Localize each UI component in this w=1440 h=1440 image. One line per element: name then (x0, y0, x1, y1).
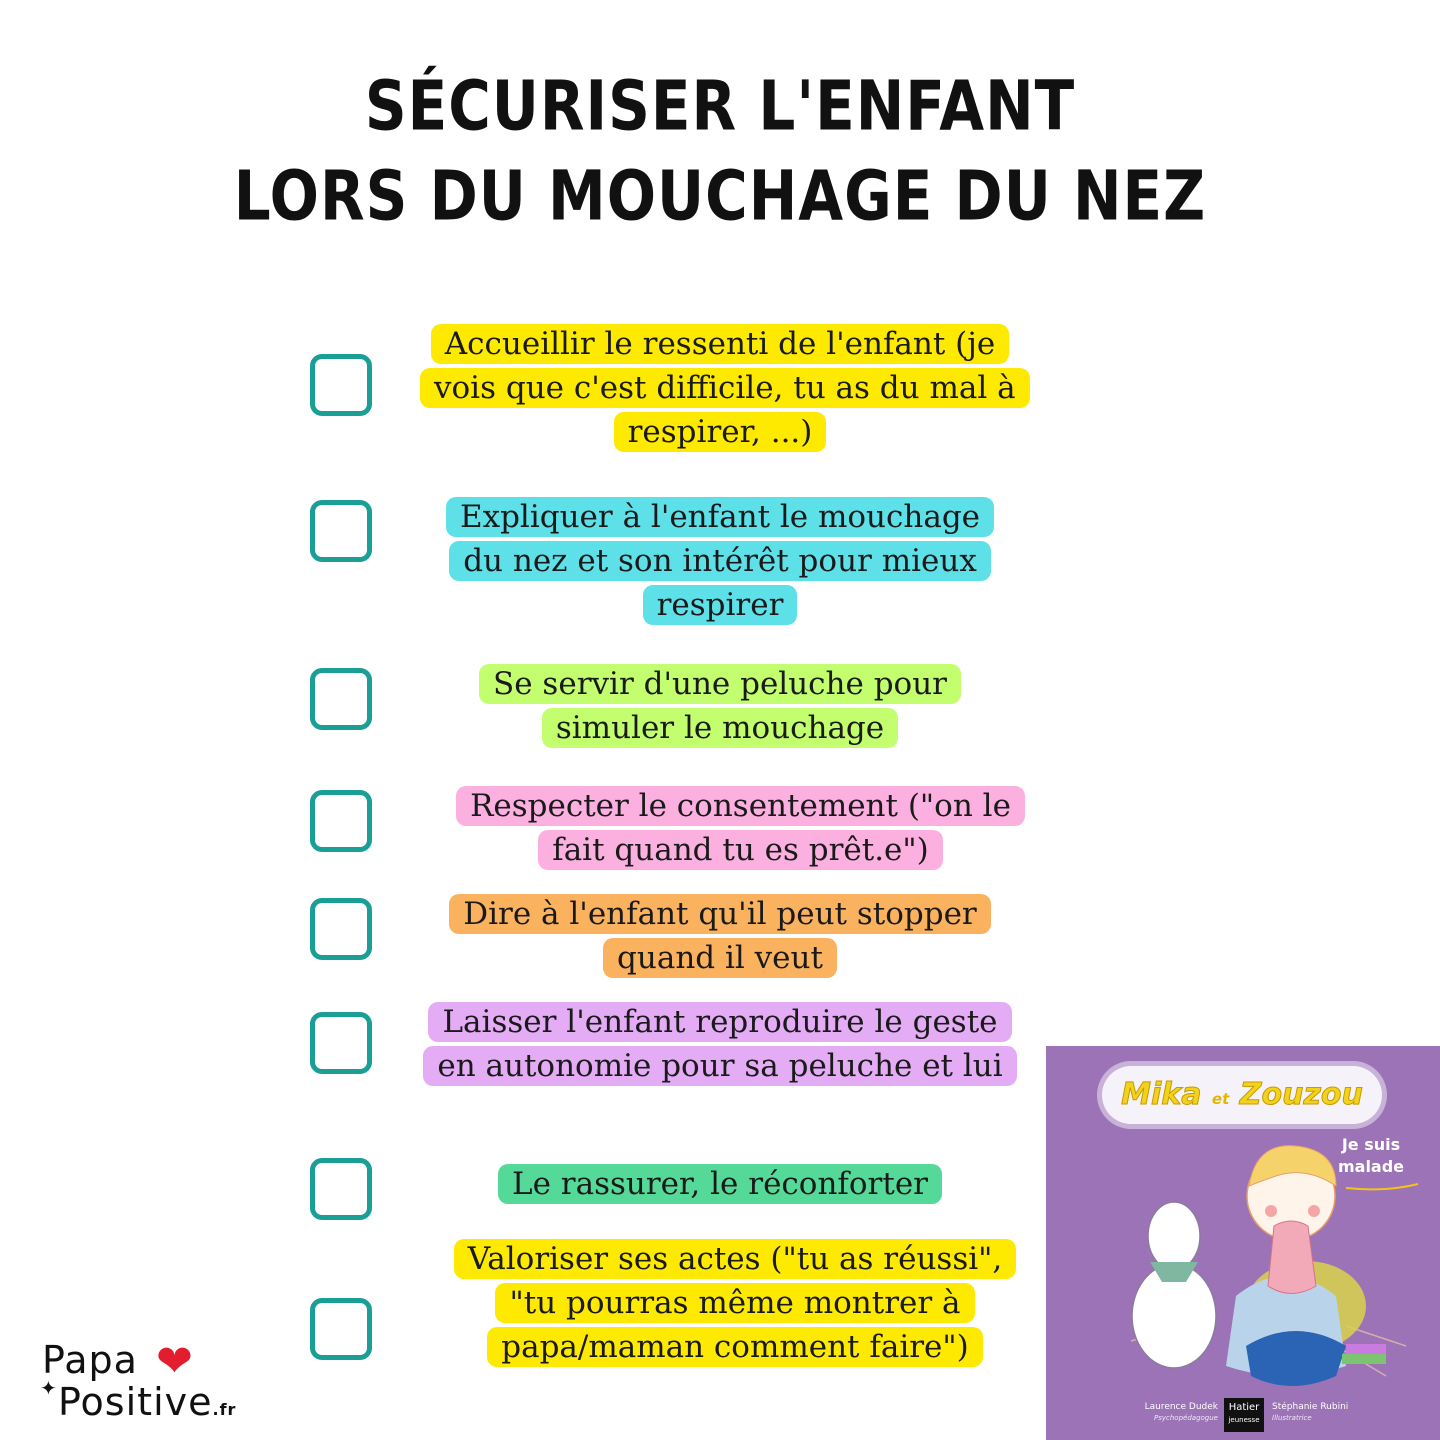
book-author-right-name: Stéphanie Rubini (1272, 1402, 1349, 1412)
checkbox-5[interactable] (310, 898, 372, 960)
checklist-item-5-text: Dire à l'enfant qu'il peut stopper quand il veut (449, 894, 990, 978)
publisher-sub: jeunesse (1228, 1416, 1260, 1424)
checklist-item-4-text: Respecter le consentement ("on le fait quand tu es prêt.e") (456, 786, 1025, 870)
checklist-item-2-text: Expliquer à l'enfant le mouchage du nez et son intérêt pour mieux respirer (446, 497, 994, 625)
checkbox-7[interactable] (310, 1158, 372, 1220)
page-title-line-1: SÉCURISER L'ENFANT (364, 65, 1076, 147)
book-author-right-role: Illustratrice (1272, 1414, 1312, 1422)
logo-tld: .fr (212, 1400, 237, 1419)
checklist-item-6-text: Laisser l'enfant reproduire le geste en autonomie pour sa peluche et lui (423, 1002, 1016, 1086)
checklist-item-8-text: Valoriser ses actes ("tu as réussi", "tu pourras même montrer à papa/maman comment faire") (454, 1239, 1017, 1367)
book-title-et: et (1211, 1090, 1230, 1108)
checklist-item-7-text: Le rassurer, le réconforter (498, 1164, 942, 1204)
book-illustration (1046, 1046, 1440, 1440)
checklist-item-2 (430, 495, 1010, 627)
checkbox-6[interactable] (310, 1012, 372, 1074)
publisher-name: Hatier (1228, 1402, 1260, 1413)
publisher-logo (1224, 1398, 1264, 1432)
checkbox-1[interactable] (310, 354, 372, 416)
stars-icon: ✦ (40, 1376, 57, 1400)
checkbox-4[interactable] (310, 790, 372, 852)
book-title-mika: Mika (1121, 1077, 1202, 1112)
book-credits (1046, 1398, 1440, 1432)
checklist-item-1-text: Accueillir le ressenti de l'enfant (je vois que c'est difficile, tu as du mal à respirer, ...) (420, 324, 1030, 452)
book-author-left-role: Psychopédagogue (1154, 1414, 1218, 1422)
checklist-item-3 (470, 662, 970, 750)
logo-positive-text: Positive (58, 1380, 213, 1424)
checklist-item-4 (448, 784, 1033, 872)
checklist-item-6 (412, 1000, 1028, 1088)
book-cover (1046, 1046, 1440, 1440)
checklist-item-3-text: Se servir d'une peluche pour simuler le mouchage (479, 664, 961, 748)
checkbox-3[interactable] (310, 668, 372, 730)
checklist-item-1 (420, 322, 1020, 454)
book-author-left (1142, 1402, 1218, 1424)
page-title-line-2: LORS DU MOUCHAGE DU NEZ (233, 155, 1207, 237)
heart-icon: ❤ (156, 1336, 193, 1387)
checkbox-8[interactable] (310, 1298, 372, 1360)
checklist-item-7 (450, 1162, 990, 1206)
book-subtitle: Je suis malade (1337, 1135, 1405, 1176)
logo-word-positive (58, 1380, 236, 1424)
logo-word-papa: Papa (42, 1338, 138, 1382)
book-author-left-name: Laurence Dudek (1144, 1402, 1218, 1412)
checklist-item-8 (450, 1237, 1020, 1369)
checkbox-2[interactable] (310, 500, 372, 562)
book-title-zouzou: Zouzou (1239, 1077, 1363, 1112)
sheep-icon (1132, 1202, 1216, 1368)
book-author-right (1272, 1402, 1362, 1424)
checklist-item-5 (440, 892, 1000, 980)
